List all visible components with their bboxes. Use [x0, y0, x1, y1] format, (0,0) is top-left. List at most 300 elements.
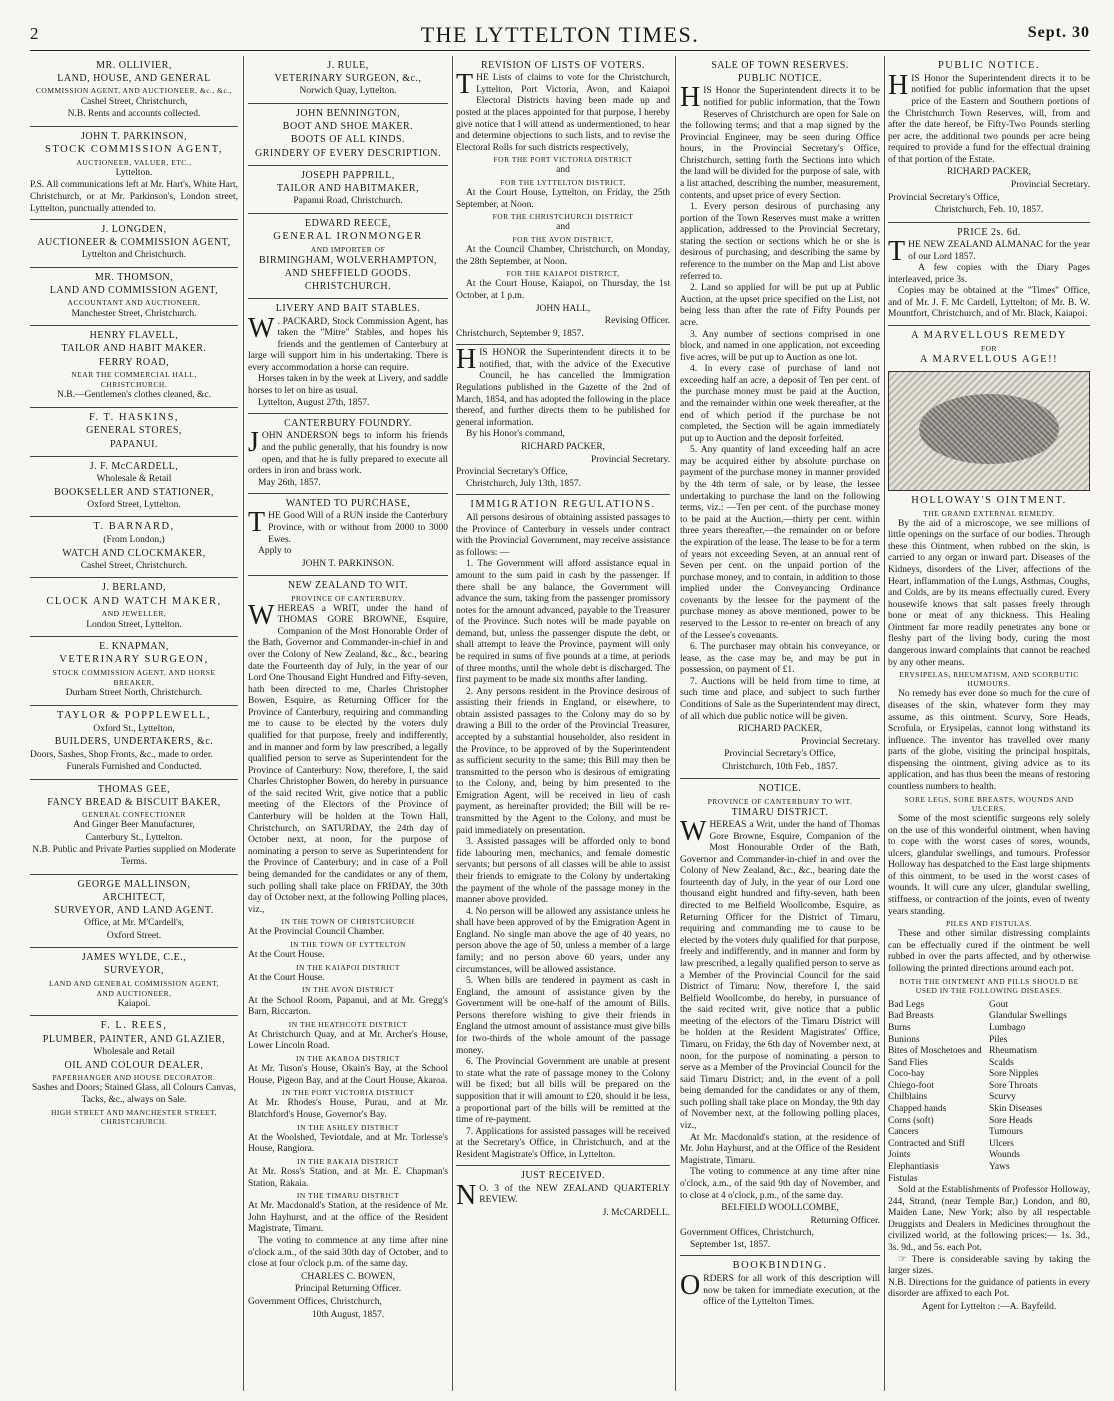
ad-received	[456, 1166, 670, 1224]
small-caps-line: LAND AND GENERAL COMMISSION AGENT,	[48, 978, 220, 988]
disease-item: Bites of Moschetoes and Sand Flies	[888, 1046, 982, 1068]
ad-heading: REVISION OF LISTS OF VOTERS.	[480, 60, 646, 71]
paragraph-text: HE NEW ZEALAND ALMANAC for the year of our Lord 1857.	[908, 239, 1090, 262]
ad-mccardell	[30, 457, 238, 518]
body-paragraph	[456, 69, 670, 154]
small-caps-line: AUCTIONEER, VALUER, ETC.,	[76, 157, 192, 167]
ad-bookbinding	[680, 1256, 880, 1313]
text-line: N.B. Directions for the guidance of patients in every disorder are affixed to each Pot.	[888, 1277, 1090, 1300]
small-caps-line: BREAKER,	[113, 678, 155, 688]
text-line: At Mr. Macdonald's station, at the residence of Mr. John Hayhurst, and at the Office of the Resident Magistrate, Timaru.	[680, 1132, 880, 1166]
text-line: Cashel Street, Christchurch.	[80, 560, 188, 571]
body-paragraph	[248, 312, 448, 375]
text-line: At Mr. Rhodes's House, Purau, and at Mr. Blatchford's House, Governor's Bay.	[248, 1098, 448, 1121]
text-line: At Christchurch Quay, and at Mr. Archer's House, Lower Lincoln Road.	[248, 1029, 448, 1052]
text-line: 5. Any quantity of land exceeding half an acre may be acquired either by absolute purchase on payment of the purchase money in manner provided by the 4th term of sale, or by lease, the lessee undertaking to purchase the land on the following terms, viz.: —Ten per cent. of the purchase money to be paid at the Auction,—thirty per cent. within three years thereafter,—the remainder on or before the expiration of the lease. The lease to be for a term of years not exceeding Seven, at an annual rent of Seven per cent. on the unpaid portion of the purchase money, and to contain, in addition to those implied under the Conveyancing Ordinance covenants by the lessee for the payment of the purchase money as above mentioned, power to be reserved to the Lessor to re-enter on breach of any of the Lessee's covenants.	[680, 445, 880, 641]
ad-heading: J. F. McCARDELL,	[89, 460, 179, 472]
ad-longden	[30, 220, 238, 268]
text-line: September 1st, 1857.	[690, 1239, 771, 1250]
text-line: Manchester Street, Christchurch.	[71, 308, 197, 319]
text-line: Government Offices, Christchurch,	[248, 1296, 382, 1307]
small-caps-line: IN THE RAKAIA DISTRICT	[297, 1156, 399, 1166]
disease-item: Gout	[989, 999, 1008, 1010]
text-line: Norwich Quay, Lyttelton.	[299, 86, 397, 97]
holloway-engraving	[888, 371, 1090, 491]
small-caps-line: AND IMPORTER OF	[310, 244, 386, 254]
text-line: N.B. Public and Private Parties supplied on Moderate Terms.	[32, 845, 236, 867]
column-rule	[243, 56, 244, 1391]
ad-heading: A MARVELLOUS AGE!!	[919, 353, 1059, 365]
text-line: 7. Auctions will be held from time to time, at such time and place, and subject to such further Conditions of Sale as the Superintendent may direct, of all which due public notice will be given.	[680, 676, 880, 722]
text-line: Sold at the Establishments of Professor Holloway, 244, Strand, (near Temple Bar,) London, and 80, Maiden Lane, New York; also by all respectable Druggists and Dealers in Medicines throughout the civilized world, at the following prices:— 1s. 3d., 3s. 9d., and 5s. each Pot.	[888, 1185, 1090, 1253]
ad-parkinson	[30, 127, 238, 220]
text-line: P.S. All communications left at Mr. Hart's, White Hart, Christchurch, or at Mr. Parkinson's, London street, Lyttelton, punctually attended to.	[30, 180, 238, 214]
ad-thomson	[30, 268, 238, 326]
small-caps-line: GENERAL CONFECTIONER	[82, 810, 186, 820]
drop-cap: T	[248, 507, 266, 539]
diseases-table	[888, 1000, 1090, 1185]
disease-item: Bunions	[888, 1034, 920, 1045]
ad-heading: STOCK COMMISSION AGENT,	[45, 143, 223, 155]
ad-heading: GEORGE MALLINSON,	[77, 878, 191, 890]
text-line: N.B. Rents and accounts collected.	[67, 109, 201, 120]
ad-heading: FERRY ROAD,	[98, 356, 170, 368]
ad-heading: SALE OF TOWN RESERVES.	[711, 60, 849, 71]
ad-heading: PAPANUI.	[109, 438, 158, 450]
disease-item: Lumbago	[989, 1023, 1026, 1034]
text-line: 2. Land so applied for will be put up at Public Auction, at the upset price specified on the List, not being less than after the rate of Fifty Pounds per acre.	[680, 283, 880, 328]
body-paragraph	[680, 1270, 880, 1309]
text-line: Horses taken in by the week at Livery, and saddle horses to let on hire as usual.	[248, 374, 448, 396]
drop-cap: J	[248, 427, 259, 459]
text-line: 5. When bills are tendered in payment as cash in England, the amount of assistance given by the Government will be one-half of the amount of Bills. Persons therefore wishing to give their friends in England the utmost amount of assistance must give bills for two-thirds of the whole amount of the passage money.	[456, 976, 670, 1056]
disease-item: Tumours	[989, 1127, 1023, 1138]
ad-heading: CLOCK AND WATCH MAKER,	[46, 595, 222, 607]
text-line: At the Council Chamber, Christchurch, on Monday, the 28th September, at Noon.	[456, 245, 670, 267]
ad-heading: BOOKSELLER AND STATIONER,	[54, 486, 214, 498]
text-line: At the Woolshed, Teviotdale, and at Mr. Torlesse's House, Rangiora.	[248, 1132, 448, 1155]
disease-item: Chilblains	[888, 1092, 928, 1103]
ad-heading: BIRMINGHAM, WOLVERHAMPTON,	[258, 254, 438, 266]
text-line: Lyttelton.	[115, 167, 153, 178]
small-caps-line: ERYSIPELAS, RHEUMATISM, AND SCORBUTIC HUMOURS.	[899, 670, 1079, 689]
ad-heading: SURVEYOR, AND LAND AGENT.	[54, 904, 214, 916]
text-line: 6. The Provincial Government are unable at present to state what the rate of passage money to the Colony will be fixed; but all bills will be prepared on the supposition that it will amount to £20, should it be less, a proportional part of the bills will be remitted at the time of re-payment.	[456, 1057, 670, 1126]
text-line: JOHN T. PARKINSON.	[301, 558, 395, 569]
small-caps-line: IN THE AKAROA DISTRICT	[296, 1054, 400, 1063]
ad-wylde	[30, 948, 238, 1016]
ad-mallinson	[30, 875, 238, 949]
text-line: Wholesale & Retail	[96, 473, 172, 484]
text-line: At Mr. Macdonald's Station, at the residence of Mr. John Hayhurst, and at the office of the Resident Magistrate, Timaru.	[248, 1201, 448, 1235]
paragraph-text: OHN ANDERSON begs to inform his friends and the public generally, that his foundry is now open, and that he is fully prepared to execute all orders in iron and brass work.	[248, 431, 448, 477]
text-line: and	[556, 222, 570, 233]
ad-heading: BOOT AND SHOE MAKER.	[282, 121, 414, 133]
paragraph-text: . PACKARD, Stock Commission Agent, has taken the "Mitre" Stables, and hopes his friends and the gentlemen of Canterbury at large will support him in his undertaking. There is every accommodation a horse can require.	[248, 316, 448, 373]
text-line: Provincial Secretary's Office,	[888, 192, 1000, 203]
body-paragraph	[680, 816, 880, 1133]
disease-item: Scurvy	[989, 1092, 1016, 1103]
text-line: Office, at Mr. M'Cardell's,	[84, 918, 184, 929]
small-caps-line: FOR	[980, 343, 998, 353]
small-caps-line: IN THE TIMARU DISTRICT	[296, 1191, 400, 1201]
paragraph-text: O. 3 of the NEW ZEALAND QUARTERLY REVIEW.	[479, 1183, 670, 1206]
ad-heading: WANTED TO PURCHASE,	[285, 498, 411, 510]
text-line: And Ginger Beer Manufacturer,	[73, 820, 195, 831]
text-line: Durham Street North, Christchurch.	[65, 688, 203, 699]
ad-heading: BOOTS OF ALL KINDS.	[290, 134, 406, 146]
issue-date: Sept. 30	[1027, 24, 1090, 41]
ad-heading: GENERAL STORES,	[86, 425, 182, 437]
text-line: Revising Officer.	[604, 316, 670, 327]
body-paragraph	[248, 427, 448, 477]
small-caps-line: COMMISSION AGENT, AND AUCTIONEER, &c., &c.,	[35, 86, 233, 96]
column-rule	[675, 56, 676, 1391]
disease-item: Sore Throats	[989, 1080, 1038, 1091]
ad-heading: J. LONGDEN,	[101, 224, 167, 236]
small-caps-line: IN THE TOWN OF LYTTELTON	[290, 939, 406, 949]
disease-item: Contracted and Stiff Joints	[888, 1138, 965, 1161]
text-line: A few copies with the Diary Pages interleaved, price 3s.	[888, 263, 1090, 285]
disease-item: Piles	[989, 1034, 1008, 1045]
column-5	[888, 56, 1090, 1391]
drop-cap: W	[248, 599, 275, 631]
text-line: Government Offices, Christchurch,	[680, 1228, 814, 1239]
small-caps-line: IN THE TOWN OF CHRISTCHURCH	[281, 917, 415, 927]
drop-cap: H	[680, 82, 701, 114]
drop-cap: T	[888, 235, 906, 267]
text-line: Wholesale and Retail	[93, 1047, 175, 1058]
ad-gee	[30, 780, 238, 875]
small-caps-line: IN THE PORT VICTORIA DISTRICT	[282, 1088, 414, 1098]
text-line: Canterbury St., Lyttelton.	[85, 832, 183, 843]
column-3	[456, 56, 670, 1391]
ad-heading: GENERAL IRONMONGER	[273, 230, 423, 242]
text-line: 6. The purchaser may obtain his conveyance, or lease, as the case may be, and may be put in possession, on payment of £1.	[680, 642, 880, 676]
text-line: 3. Assisted passages will be afforded only to bond fide labouring men, mechanics, and female domestic servants; but persons of all classes will be able to assist their friends to emigrate to the Colony by undertaking the payment of the whole of the passage money in the manner above provided.	[456, 837, 670, 906]
text-line: Lyttelton and Christchurch.	[81, 250, 187, 261]
small-caps-line: HIGH STREET AND MANCHESTER STREET, CHRISTCHURCH.	[50, 1107, 218, 1126]
masthead-rule	[30, 50, 1090, 51]
ad-heading: CHRISTCHURCH.	[304, 281, 392, 293]
text-line: (From London,)	[103, 535, 165, 546]
ad-heading: CANTERBURY FOUNDRY.	[284, 418, 412, 430]
text-line: The voting to commence at any time after nine o'clock a.m., of the said 30th day of October, and to close at four o'clock p.m. of the same day.	[248, 1236, 448, 1270]
ad-rule	[248, 56, 448, 104]
text-line: Cashel Street, Christchurch,	[80, 96, 188, 107]
text-line: Some of the most scientific surgeons rely solely on the use of this wonderful ointment, when having to cope with the worst cases of sores, wounds, ulcers, glandular swellings, and tumours. Professor Holloway has despatched to the East large shipments of this ointment, to be used in the worst cases of wounds. It will cure any ulcer, glandular swelling, stiffness, or contraction of the joints, even of twenty years standing.	[888, 813, 1090, 917]
ad-reece	[248, 214, 448, 300]
text-line: Returning Officer.	[810, 1215, 880, 1226]
small-caps-line: FOR THE KAIAPOI DISTRICT,	[506, 269, 620, 279]
small-caps-line: STOCK COMMISSION AGENT, AND HORSE	[52, 668, 216, 678]
text-line: J. McCARDELL.	[602, 1207, 670, 1218]
small-caps-line: AND AUCTIONEER,	[96, 988, 172, 998]
disease-item: Skin Diseases	[989, 1104, 1043, 1115]
disease-item: Rheumatism	[989, 1046, 1038, 1057]
text-line: Christchurch, September 9, 1857.	[456, 328, 584, 339]
text-line: BELFIELD WOOLLCOMBE,	[721, 1203, 839, 1214]
text-line: 1. Every person desirous of purchasing any portion of the Town Reserves must make a written application, addressed to the Provincial Secretary, stating the section or sections which he or she is desirous of purchasing, and describing the same by reference to the number on the Map and List above referred to.	[680, 202, 880, 282]
ad-heading: FANCY BREAD & BISCUIT BAKER,	[47, 796, 221, 808]
text-line: At the School Room, Papanui, and at Mr. Gregg's Barn, Riccarton.	[248, 995, 448, 1018]
ad-heading: TIMARU DISTRICT.	[731, 806, 829, 818]
text-line: No remedy has ever done so much for the cure of diseases of the skin, whatever form they may assume, as this ointment. Scurvy, Sore Heads, Scrofula, or Erysipelas, cannot long withstand its influence. The inventor has travelled over many parts of the globe, visiting the principal hospitals, dispensing the ointment, giving advice as to its application, and has thus been the means of restoring countless numbers to health.	[888, 689, 1090, 793]
ad-heading: ARCHITECT,	[102, 891, 166, 903]
newspaper-title: THE LYTTELTON TIMES.	[420, 22, 700, 47]
ad-heading: SURVEYOR,	[103, 965, 165, 977]
ad-heading: TAYLOR & POPPLEWELL,	[57, 709, 211, 721]
text-line: At the Court House, Kaiapoi, on Thursday, the 1st October, at 1 p.m.	[456, 279, 670, 301]
ad-heading: IMMIGRATION REGULATIONS.	[470, 499, 656, 511]
ad-heading: LAND, HOUSE, AND GENERAL	[57, 73, 211, 85]
ad-reserves	[680, 56, 880, 779]
disease-item: Yaws	[989, 1161, 1010, 1172]
ad-heading: NOTICE.	[758, 783, 802, 795]
ad-heading: HENRY FLAVELL,	[89, 330, 179, 342]
ad-heading: THOMAS GEE,	[97, 783, 171, 795]
drop-cap: N	[456, 1179, 477, 1211]
text-line: 4. In every case of purchase of land not exceeding half an acre, a deposit of Ten per cent. of the purchase money must be paid at the Auction, and the remainder within one week thereafter, at the end of which period if the purchase be not completed, the Section will be again immediately put up to Auction and the deposit forfeited.	[680, 364, 880, 444]
text-line: Oxford St., Lyttelton,	[93, 723, 175, 734]
ad-heading: MR. OLLIVIER,	[96, 60, 172, 71]
ad-berland	[30, 578, 238, 637]
column-rule	[452, 56, 453, 1391]
text-line: Papanui Road, Christchurch.	[293, 196, 403, 207]
ad-ollivier	[30, 56, 238, 127]
small-caps-line: IN THE AVON DISTRICT	[301, 985, 395, 995]
small-caps-line: PILES AND FISTULAS.	[946, 919, 1032, 929]
ad-heading: J. BERLAND,	[101, 582, 167, 594]
disease-item: Elephantiasis	[888, 1161, 939, 1172]
small-caps-line: ACCOUNTANT AND AUCTIONEER,	[67, 298, 201, 308]
small-caps-line: CHRISTCHURCH.	[100, 379, 168, 389]
text-line: Doors, Sashes, Shop Fronts, &c., made to order.	[30, 749, 213, 760]
ad-heading: EDWARD REECE,	[305, 217, 391, 229]
body-paragraph	[456, 344, 670, 429]
ad-wanted	[248, 494, 448, 576]
text-line: By his Honor's command,	[466, 429, 565, 440]
ad-heading: VETERINARY SURGEON,	[59, 654, 209, 666]
ad-heading: PUBLIC NOTICE.	[937, 60, 1041, 71]
text-line: Kaiapoi.	[117, 998, 151, 1009]
page-number: 2	[30, 24, 39, 43]
ad-heading: TAILOR AND HABIT MAKER.	[61, 343, 207, 355]
text-line: Provincial Secretary's Office,	[456, 467, 568, 478]
holloway-footer	[888, 1185, 1090, 1313]
small-caps-line: AND JEWELLER,	[101, 609, 167, 619]
small-caps-line: PROVINCE OF CANTERBURY.	[291, 593, 405, 603]
ad-holloway	[888, 326, 1090, 1000]
ad-writ	[248, 576, 448, 1326]
disease-item: Fistulas	[888, 1173, 918, 1184]
text-line: Oxford Street, Lyttelton.	[87, 499, 181, 510]
engraving-figures	[919, 394, 1059, 464]
body-paragraph	[248, 507, 448, 546]
ad-heading: BUILDERS, UNDERTAKERS, &c.	[54, 736, 214, 748]
paragraph-text: IS Honor the Superintendent directs it to be notified for public information, that the Town Reserves of Christchurch are open for Sale on the following terms; and that a map signed by the Provincial Engineer, may be seen during Office hours, in the Provincial Secretary's Office, Christchurch, setting forth the Sections into which the land will be divided for the purpose of sale, with a list attached, describing the number, measurement, contents, and upset price of every Section.	[680, 86, 880, 201]
small-caps-line: SORE LEGS, SORE BREASTS, WOUNDS AND ULCERS.	[904, 794, 1074, 813]
body-paragraph	[888, 235, 1090, 267]
text-line: Sashes and Doors; Stained Glass, all Colours Canvas, Tacks, &c., always on Sale.	[32, 1083, 236, 1105]
text-line: Provincial Secretary.	[1010, 180, 1090, 190]
text-line: ☞ There is considerable saving by taking the larger sizes.	[888, 1254, 1090, 1277]
disease-item: Bad Legs	[888, 999, 925, 1010]
text-line: Provincial Secretary.	[590, 454, 670, 465]
text-line: Funerals Furnished and Conducted.	[66, 762, 202, 773]
ad-heading: JOHN BENNINGTON,	[296, 107, 400, 119]
text-line: At the Court House.	[248, 950, 325, 961]
small-caps-line: PAPERHANGER AND HOUSE DECORATOR.	[52, 1073, 216, 1083]
small-caps-line: NEAR THE COMMERCIAL HALL,	[71, 369, 197, 379]
ad-heading: A MARVELLOUS REMEDY	[911, 329, 1067, 341]
body-paragraph	[248, 599, 448, 917]
text-line: Agent for Lyttelton :—A. Bayfeild.	[921, 1301, 1057, 1312]
ad-heading: VETERINARY SURGEON, &c.,	[274, 73, 422, 85]
column-1	[30, 56, 238, 1391]
text-line: London Street, Lyttelton.	[86, 619, 182, 630]
ad-heading: GRINDERY OF EVERY DESCRIPTION.	[255, 147, 441, 159]
small-caps-line: FOR THE LYTTELTON DISTRICT,	[500, 177, 626, 187]
text-line: By the aid of a microscope, we see millions of little openings on the surface of our bodies. Through these this Ointment, when rubbed on the skin, is carried to any organ or inward part. Diseases of the Kidneys, disorders of the Liver, affections of the Heart, inflammation of the Lungs, Asthmas, Coughs, and Colds, are by its means effectually cured. Every housewife knows that salt passes freely through bone or meat of any thickness. This Healing Ointment far more readily penetrates any bone or fleshy part of the living body, curing the most dangerous inward complaints that cannot be reached by any other means.	[888, 518, 1090, 668]
disease-item: Burns	[888, 1023, 911, 1034]
text-line: At the Provincial Council Chamber.	[248, 927, 385, 938]
ad-livery	[248, 299, 448, 414]
disease-item: Sore Heads	[989, 1115, 1033, 1126]
ad-heading: AND SHEFFIELD GOODS.	[284, 267, 412, 279]
small-caps-line: FOR THE PORT VICTORIA DISTRICT	[493, 155, 633, 165]
text-line: 4. No person will be allowed any assistance unless he shall have been approved of by the Emigration Agent in England. No single man above the age of 40 years, no person above the age of 50, unless a member of a large family; and no person above 60 years, under any circumstances, will be allowed assistance.	[456, 906, 670, 975]
drop-cap: W	[680, 816, 707, 847]
paragraph-text: HE Lists of claims to vote for the Christchurch, Lyttelton, Port Victoria, Avon, and Kaiapoi Electoral Districts having been made up and posted at the places appointed for that purpose, I hereby give notice that I will attend as undermentioned, to hear and determine objections to such lists, and to revise the Electoral Rolls for such districts respectively,	[456, 73, 670, 153]
text-line: Apply to	[258, 546, 292, 557]
text-line: Provincial Secretary.	[800, 736, 880, 747]
disease-item: Corns (soft)	[888, 1115, 934, 1126]
ad-knapman	[30, 637, 238, 706]
ad-taylor	[30, 706, 238, 780]
text-line: RICHARD PACKER,	[737, 724, 823, 735]
text-line: Provincial Secretary's Office,	[724, 749, 836, 760]
ad-haskins	[30, 408, 238, 457]
ad-heading: LIVERY AND BAIT STABLES.	[275, 303, 421, 315]
disease-item: Coco-bay	[888, 1069, 925, 1080]
text-line: 1. The Government will afford assistance equal in amount to the sum paid in cash by the passenger. If there shall be any balance, the Government will advance the sum, taking from the passenger promissory notes for the amount advanced, payable to the Treasurer of the Province. Such notes will be made payable on demand, but, unless the passenger dispute the debt, or shall attempt to leave the Province, payment will only be required in sums of five pounds at a time, at periods of three months, until the whole debt is discharged. The first payment to be made six months after landing.	[456, 559, 670, 686]
ad-heading: LAND AND COMMISSION AGENT,	[49, 285, 219, 297]
paragraph-text: RDERS for all work of this description will now be taken for immediate execution, at the office of the Lyttelton Times.	[703, 1274, 880, 1308]
diseases-left	[888, 1000, 989, 1185]
text-line: At Mr. Ross's Station, and at Mr. E. Chapman's Station, Rakaia.	[248, 1167, 448, 1189]
text-line: 10th August, 1857.	[311, 1309, 385, 1320]
text-line: At the Court House.	[248, 972, 325, 983]
text-line: 7. Applications for assisted passages will be received at the Secretary's Office, in Christchurch, and at the Resident Magistrate's Office, in Lyttelton.	[456, 1126, 670, 1160]
small-caps-line: PROVINCE OF CANTERBURY TO WIT.	[707, 796, 853, 806]
ad-heading: JAMES WYLDE, C.E.,	[81, 952, 187, 964]
text-line: The voting to commence at any time after nine o'clock, a.m., of the said 9th day of November, and to close at 4 o'clock, p.m., of the same day.	[680, 1167, 880, 1201]
ad-heading: BOOKBINDING.	[732, 1260, 828, 1272]
disease-item: Chapped hands	[888, 1104, 947, 1115]
body-paragraph	[888, 69, 1090, 167]
disease-item: Bad Breasts	[888, 1011, 934, 1022]
paragraph-text: IS HONOR the Superintendent directs it to be notified, that, with the advice of the Executive Council, he has cancelled the Immigration Regulations published in the Gazette of the 2nd of March, 1854, and has adopted the following in the place thereof, and further directs them to be published for general information.	[456, 348, 670, 428]
paragraph-text: HEREAS a WRIT, under the hand of THOMAS GORE BROWNE, Esquire, Companion of the Most Honorable Order of the Bath, Governor and Commander-in-chief in and over the Colony of New Zealand, &c., &c., bearing date the Fourteenth day of July, in the year of our Lord One Thousand Eight Hundred and Fifty-seven, hath been directed to me, Charles Christopher Bowen, Esquire, as Returning Officer for the Province of Canterbury, requiring and commanding me to cause to be elected by the voters duly qualified for that purpose, freely and indifferently, and in manner and form by law prescribed, a legally qualified person to serve as Superintendent for the Province of Canterbury: Now, therefore, I, the said Charles Christopher Bowen, do hereby in pursuance of the said recited Writ, give notice that a public meeting of the Electors of the Province of Canterbury will be holden at the Town Hall, Christchurch, on SATURDAY, the 24th day of October next, at noon, for the purpose of nominating a person to serve as Superintendent for the Province of Canterbury; and in case of a Poll being demanded for the candidates or any of them, such polling shall take place on FRIDAY, the 30th day of October next, at the following Polling places, viz.,	[248, 603, 448, 915]
ad-heading: AUCTIONEER & COMMISSION AGENT,	[37, 237, 231, 249]
disease-item: Ulcers	[989, 1138, 1014, 1149]
ad-rees	[30, 1016, 238, 1130]
ad-heading: OIL AND COLOUR DEALER,	[64, 1060, 204, 1072]
ad-heading: JOHN T. PARKINSON,	[80, 130, 188, 142]
text-line: Christchurch, 10th Feb., 1857.	[722, 761, 838, 772]
ad-immigration	[456, 495, 670, 1166]
text-line: At Mr. Tuson's House, Okain's Bay, at the School House, Pigeon Bay, and at the Court House, Akaroa.	[248, 1064, 448, 1086]
text-line: These and other similar distressing complaints can be effectually cured if the ointment be well rubbed in over the parts affected, and by otherwise following the printed directions around each pot.	[888, 929, 1090, 974]
ad-heading: NEW ZEALAND TO WIT.	[287, 580, 409, 592]
text-line: Principal Returning Officer.	[294, 1284, 402, 1295]
ad-heading: HOLLOWAY'S OINTMENT.	[911, 494, 1067, 506]
paragraph-text: IS Honor the Superintendent directs it to be notified for public information that the upset price of the Eastern and Southern portions of the Christchurch Town Reserves, will, from and after the date hereof, be Fifty-Two Pounds sterling per acre, the additional two pounds per acre being required to provide a fund for the effectual draining of that portion of the Estate.	[888, 73, 1090, 165]
text-line: 2. Any persons resident in the Province desirous of assisting their friends in England, or elsewhere, to obtain assisted passages to the Colony may do so by drawing a Bill to the order of the Provincial Treasurer, accepted by a substantial householder, also resident in the Province, to be approved of by the Superintendent as sufficient security to the same; this Bill may then be transmitted to the person who is desirous of emigrating to the Colony, and, being by him presented to the Emigration Agent, will be received in lieu of cash payment, as hereinafter provided; the Bill will be re-transmitted by the Agent to the Colony, and must be paid immediately on presentation.	[456, 686, 670, 836]
column-rule	[884, 56, 885, 1391]
ad-bennington	[248, 104, 448, 166]
text-line: All persons desirous of obtaining assisted passages to the Province of Canterbury in vessels under contract with the Provincial Government, may receive assistance as follows: —	[456, 513, 670, 558]
disease-item: Wounds	[989, 1150, 1020, 1161]
column-2	[248, 56, 448, 1391]
drop-cap: H	[456, 344, 477, 376]
ad-heading: TAILOR AND HABITMAKER,	[276, 182, 420, 194]
ad-heading: PRICE 2s. 6d.	[957, 226, 1021, 238]
body-paragraph	[456, 1179, 670, 1211]
ad-heading: T. BARNARD,	[93, 521, 175, 533]
small-caps-line: FOR THE AVON DISTRICT,	[512, 234, 614, 244]
masthead	[30, 18, 1090, 52]
diseases-right	[989, 1000, 1090, 1185]
disease-item: Sore Nipples	[989, 1069, 1039, 1080]
text-line: Oxford Street.	[106, 930, 162, 941]
text-line: RICHARD PACKER,	[520, 441, 606, 452]
disease-item: Cancers	[888, 1127, 919, 1138]
body-paragraph	[680, 82, 880, 202]
ad-foundry	[248, 414, 448, 494]
drop-cap: T	[456, 69, 474, 101]
text-line: 3. Any number of sections comprised in one block, and named in one application, not exceeding five acres, will be put up to Auction as one lot.	[680, 329, 880, 363]
disease-item: Chiego-foot	[888, 1080, 934, 1091]
ad-heading: J. RULE,	[327, 60, 369, 71]
small-caps-line: IN THE KAIAPOI DISTRICT	[295, 962, 401, 972]
ad-pappril	[248, 166, 448, 214]
ad-heading: JOSEPH PAPPRILL,	[301, 169, 395, 181]
ad-heading: MR. THOMSON,	[94, 272, 174, 284]
text-line: May 26th, 1857.	[258, 477, 321, 488]
text-line: Christchurch, July 13th, 1857.	[466, 478, 582, 489]
ad-revision	[456, 56, 670, 345]
ad-barnard	[30, 517, 238, 578]
drop-cap: W	[248, 312, 275, 344]
small-caps-line: FOR THE CHRISTCHURCH DISTRICT	[492, 212, 634, 222]
ad-flavell	[30, 326, 238, 407]
ad-heading: WATCH AND CLOCKMAKER,	[62, 547, 206, 559]
ad-heading: F. L. REES,	[100, 1020, 168, 1032]
column-5-ads	[888, 56, 1090, 1000]
text-line: and	[556, 165, 570, 176]
ad-timaru	[680, 779, 880, 1256]
small-caps-line: IN THE ASHLEY DISTRICT	[297, 1122, 399, 1132]
ad-immigration-regs	[456, 345, 670, 495]
text-line: JOHN HALL,	[535, 303, 591, 314]
ad-heading: JUST RECEIVED.	[520, 1170, 606, 1182]
disease-item: Glandular Swellings	[989, 1011, 1067, 1022]
ad-public-notice	[888, 56, 1090, 223]
column-4	[680, 56, 880, 1391]
ad-heading: F. T. HASKINS,	[88, 411, 180, 423]
